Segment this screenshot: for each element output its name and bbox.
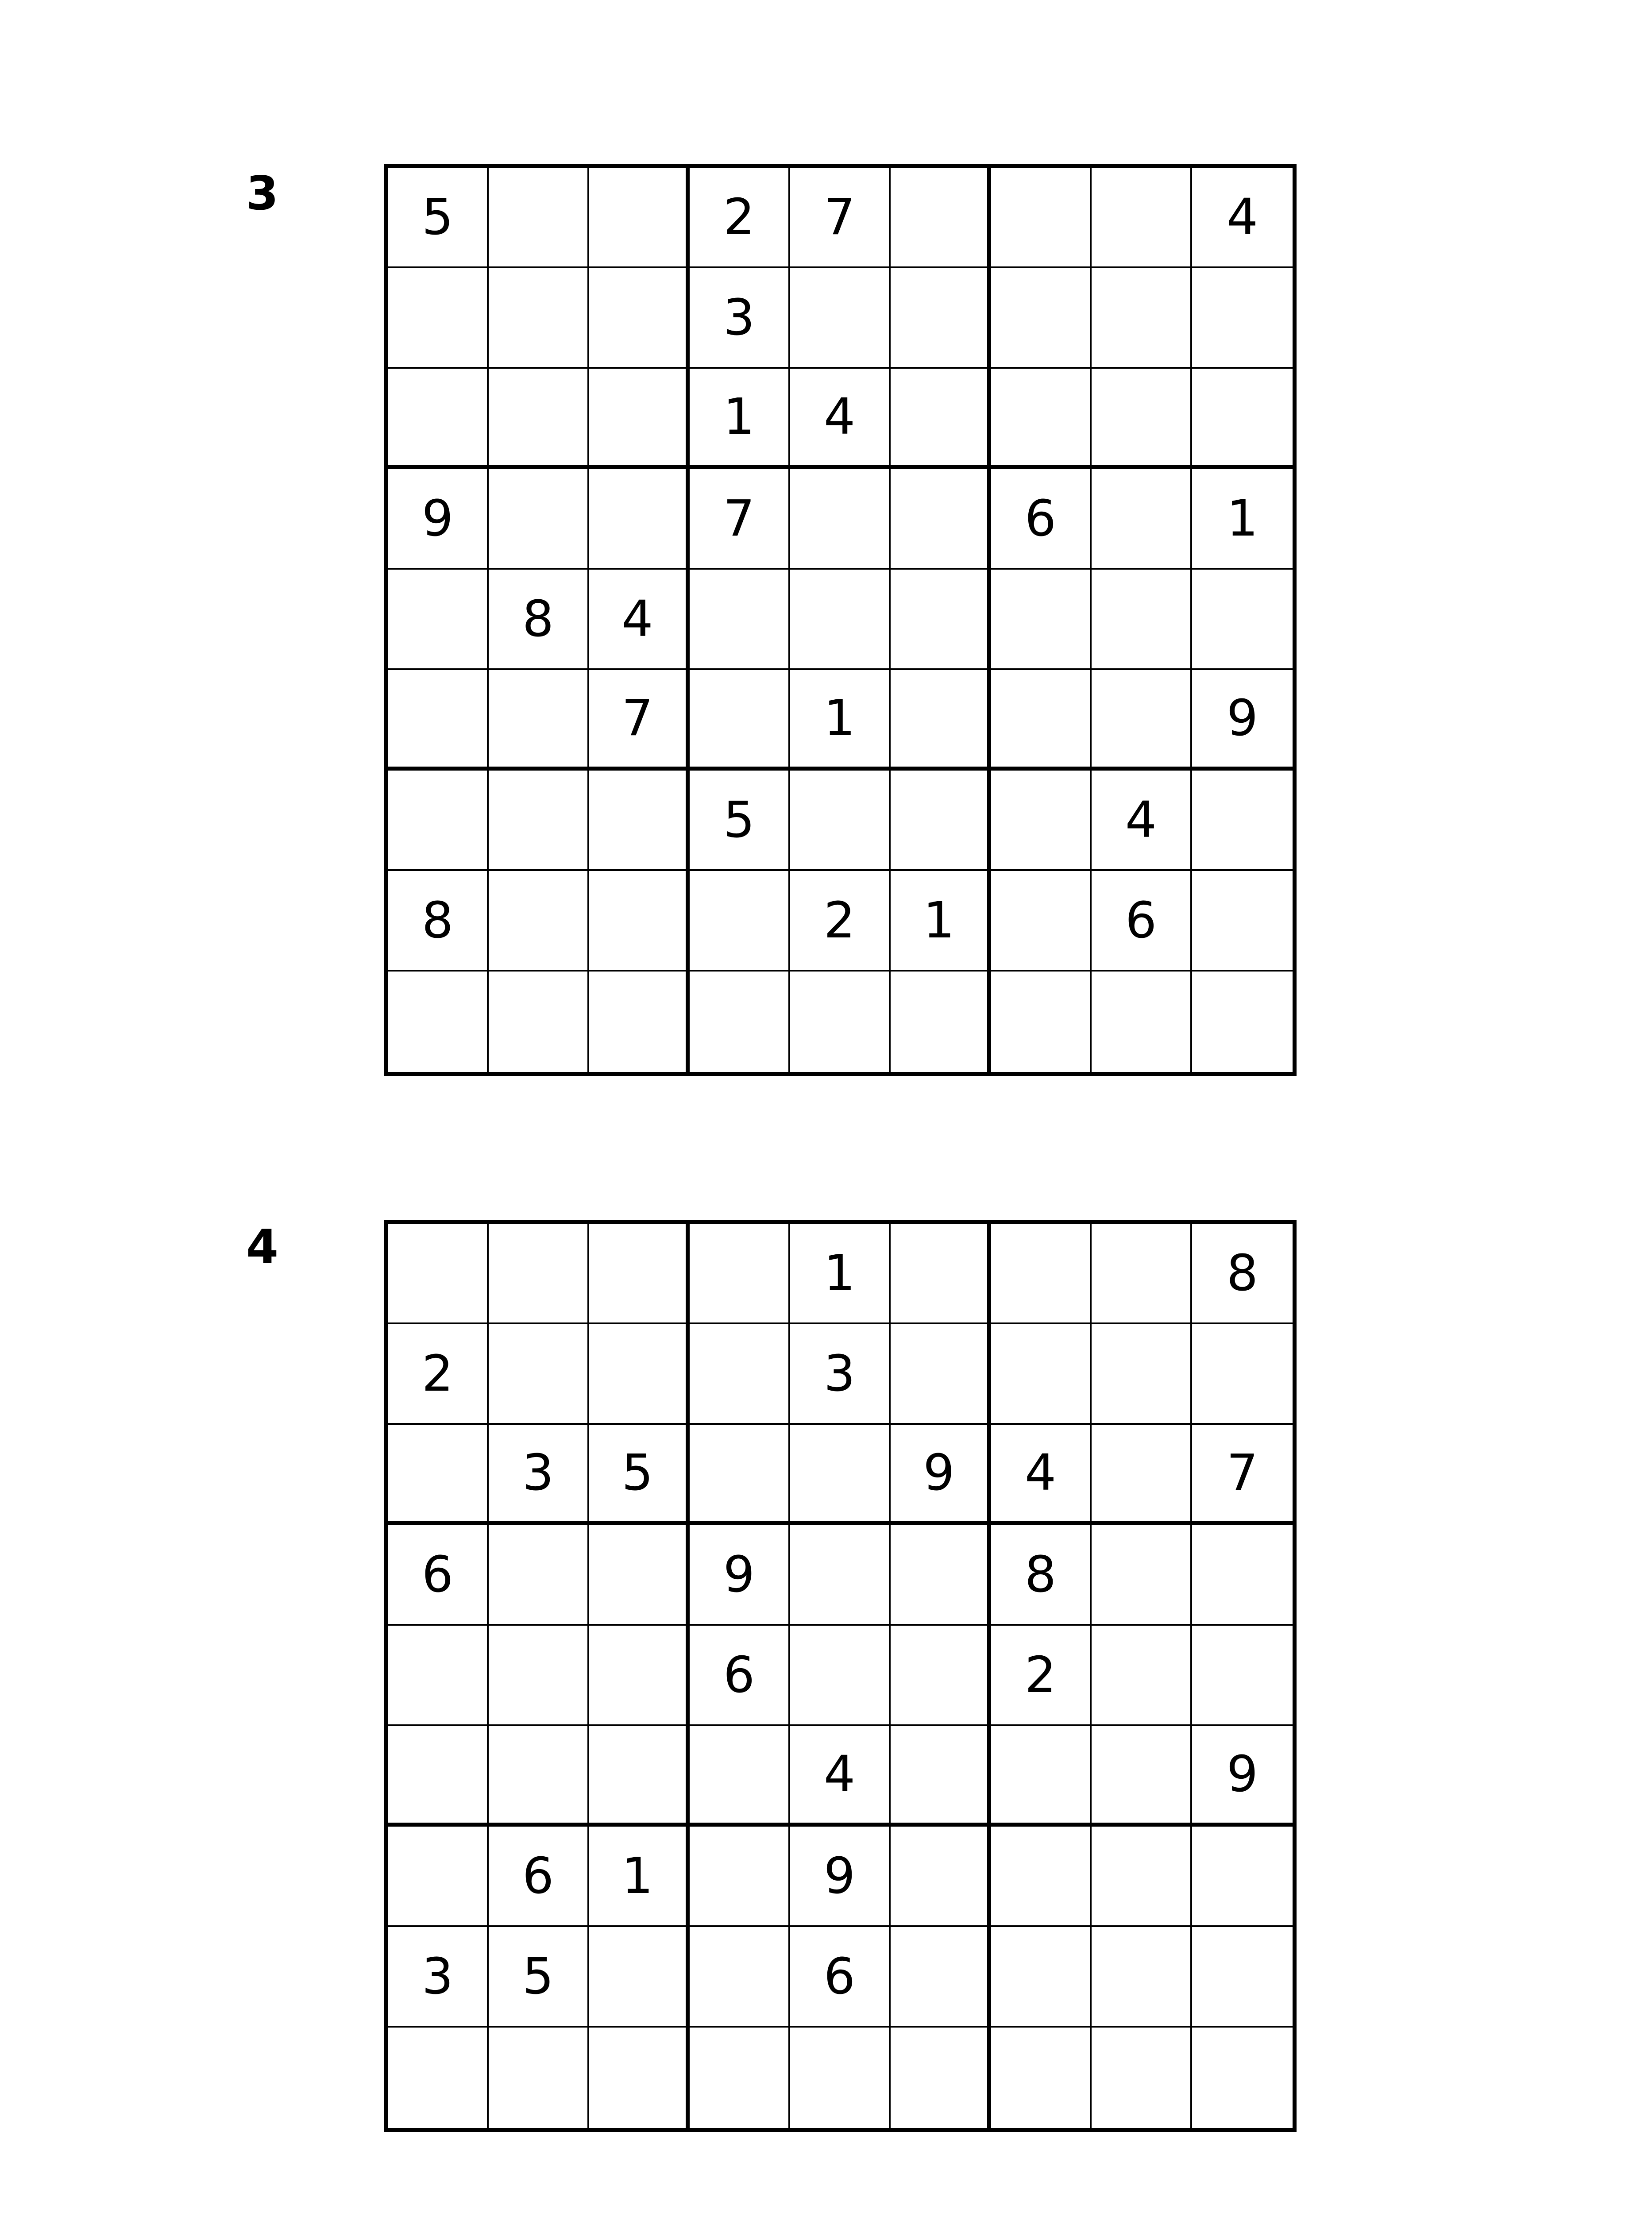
sudoku-cell[interactable]: 1 (891, 871, 991, 972)
sudoku-cell[interactable] (489, 771, 589, 871)
sudoku-cell[interactable]: 5 (589, 1425, 690, 1525)
sudoku-cell[interactable] (1092, 1626, 1192, 1726)
sudoku-cell[interactable] (891, 2028, 991, 2128)
sudoku-cell[interactable] (1092, 1726, 1192, 1827)
sudoku-grid-3 (384, 164, 1297, 1076)
sudoku-cell[interactable] (1192, 570, 1293, 670)
sudoku-cell[interactable]: 3 (690, 268, 790, 369)
sudoku-cell[interactable] (489, 871, 589, 972)
sudoku-cell[interactable]: 9 (891, 1425, 991, 1525)
sudoku-cell[interactable] (891, 1525, 991, 1626)
sudoku-cell[interactable] (1192, 1525, 1293, 1626)
sudoku-cell[interactable]: 5 (489, 1927, 589, 2028)
sudoku-cell[interactable]: 1 (790, 670, 891, 771)
puzzle-number-3: 3 (246, 166, 279, 220)
sudoku-cell[interactable] (790, 972, 891, 1072)
sudoku-cell[interactable] (1092, 670, 1192, 771)
sudoku-cell[interactable] (1192, 972, 1293, 1072)
sudoku-cell[interactable] (690, 570, 790, 670)
sudoku-cell[interactable] (388, 1425, 489, 1525)
sudoku-cell[interactable] (1092, 1425, 1192, 1525)
sudoku-cell[interactable] (790, 469, 891, 570)
sudoku-cell[interactable]: 5 (690, 771, 790, 871)
sudoku-cell[interactable] (891, 1626, 991, 1726)
sudoku-grid-4 (384, 1220, 1297, 2132)
sudoku-cell[interactable] (790, 771, 891, 871)
sudoku-cell[interactable]: 9 (388, 469, 489, 570)
sudoku-cell[interactable] (991, 871, 1092, 972)
sudoku-cell[interactable]: 7 (690, 469, 790, 570)
sudoku-cell[interactable] (589, 972, 690, 1072)
sudoku-cell[interactable] (388, 2028, 489, 2128)
sudoku-cell[interactable] (891, 1726, 991, 1827)
sudoku-cell[interactable] (1092, 570, 1192, 670)
sudoku-cell[interactable]: 9 (690, 1525, 790, 1626)
sudoku-cell[interactable] (1192, 1827, 1293, 1927)
sudoku-cell[interactable] (388, 771, 489, 871)
sudoku-cell[interactable] (991, 268, 1092, 369)
sudoku-cell[interactable]: 4 (1192, 168, 1293, 268)
sudoku-cell[interactable] (589, 1224, 690, 1324)
sudoku-cell[interactable] (388, 1827, 489, 1927)
sudoku-cell[interactable] (489, 1726, 589, 1827)
sudoku-cell[interactable] (891, 1224, 991, 1324)
sudoku-cell[interactable]: 7 (790, 168, 891, 268)
sudoku-cell[interactable] (589, 1726, 690, 1827)
sudoku-cell[interactable] (489, 1626, 589, 1726)
sudoku-cell[interactable]: 9 (790, 1827, 891, 1927)
sudoku-cell[interactable]: 2 (790, 871, 891, 972)
sudoku-cell[interactable] (388, 570, 489, 670)
sudoku-cell[interactable]: 2 (388, 1324, 489, 1425)
sudoku-cell[interactable]: 9 (1192, 1726, 1293, 1827)
sudoku-cell[interactable] (388, 1626, 489, 1726)
sudoku-cell[interactable] (388, 1224, 489, 1324)
sudoku-cell[interactable] (589, 268, 690, 369)
sudoku-cell[interactable]: 6 (489, 1827, 589, 1927)
sudoku-cell[interactable]: 9 (1192, 670, 1293, 771)
sudoku-cell[interactable]: 3 (790, 1324, 891, 1425)
sudoku-cell[interactable] (690, 1827, 790, 1927)
sudoku-cell[interactable]: 8 (991, 1525, 1092, 1626)
sudoku-cell[interactable] (589, 1324, 690, 1425)
sudoku-cell[interactable] (891, 570, 991, 670)
sudoku-cell[interactable] (589, 168, 690, 268)
sudoku-cell[interactable] (1192, 871, 1293, 972)
sudoku-cell[interactable]: 6 (790, 1927, 891, 2028)
sudoku-cell[interactable]: 4 (589, 570, 690, 670)
sudoku-cell[interactable] (991, 1927, 1092, 2028)
sudoku-cell[interactable] (690, 1324, 790, 1425)
sudoku-cell[interactable] (489, 972, 589, 1072)
sudoku-cell[interactable]: 6 (1092, 871, 1192, 972)
sudoku-cell[interactable] (690, 972, 790, 1072)
sudoku-cell[interactable] (991, 670, 1092, 771)
sudoku-cell[interactable]: 7 (589, 670, 690, 771)
sudoku-cell[interactable] (991, 771, 1092, 871)
sudoku-cell[interactable]: 3 (489, 1425, 589, 1525)
sudoku-cell[interactable] (1192, 369, 1293, 469)
sudoku-cell[interactable] (388, 369, 489, 469)
sudoku-cell[interactable] (891, 1324, 991, 1425)
sudoku-cell[interactable] (388, 268, 489, 369)
sudoku-cell[interactable]: 4 (991, 1425, 1092, 1525)
sudoku-cell[interactable] (1092, 1324, 1192, 1425)
sudoku-cell[interactable] (891, 268, 991, 369)
sudoku-cell[interactable] (891, 1927, 991, 2028)
sudoku-cell[interactable] (489, 469, 589, 570)
sudoku-cell[interactable] (489, 1324, 589, 1425)
sudoku-cell[interactable]: 5 (388, 168, 489, 268)
sudoku-cell[interactable] (1092, 1224, 1192, 1324)
sudoku-cell[interactable]: 8 (489, 570, 589, 670)
sudoku-cell[interactable] (991, 1726, 1092, 1827)
sudoku-cell[interactable]: 1 (1192, 469, 1293, 570)
sudoku-cell[interactable]: 2 (991, 1626, 1092, 1726)
sudoku-cell[interactable] (790, 268, 891, 369)
sudoku-cell[interactable] (690, 2028, 790, 2128)
sudoku-cell[interactable] (1092, 2028, 1192, 2128)
sudoku-cell[interactable]: 1 (790, 1224, 891, 1324)
sudoku-cell[interactable] (1192, 1927, 1293, 2028)
sudoku-cell[interactable] (790, 570, 891, 670)
sudoku-cell[interactable] (991, 2028, 1092, 2128)
sudoku-cell[interactable] (1092, 972, 1192, 1072)
sudoku-cell[interactable] (991, 1324, 1092, 1425)
sudoku-cell[interactable] (1092, 1927, 1192, 2028)
sudoku-cell[interactable] (388, 1726, 489, 1827)
sudoku-cell[interactable]: 2 (690, 168, 790, 268)
sudoku-cell[interactable] (790, 1525, 891, 1626)
sudoku-cell[interactable] (489, 168, 589, 268)
sudoku-cell[interactable] (489, 268, 589, 369)
sudoku-cell[interactable] (891, 771, 991, 871)
sudoku-cell[interactable] (891, 1827, 991, 1927)
sudoku-cell[interactable] (891, 168, 991, 268)
sudoku-cell[interactable] (991, 972, 1092, 1072)
sudoku-cell[interactable] (589, 1626, 690, 1726)
sudoku-cell[interactable] (1092, 469, 1192, 570)
sudoku-cell[interactable] (991, 369, 1092, 469)
sudoku-cell[interactable] (589, 369, 690, 469)
sudoku-cell[interactable]: 1 (589, 1827, 690, 1927)
sudoku-cell[interactable] (1192, 771, 1293, 871)
sudoku-cell[interactable] (489, 369, 589, 469)
sudoku-cell[interactable] (1192, 268, 1293, 369)
sudoku-cell[interactable]: 1 (690, 369, 790, 469)
sudoku-cell[interactable] (589, 771, 690, 871)
sudoku-cell[interactable] (1092, 1525, 1192, 1626)
sudoku-cell[interactable] (991, 168, 1092, 268)
sudoku-cell[interactable] (891, 670, 991, 771)
sudoku-cell[interactable]: 8 (388, 871, 489, 972)
sudoku-cell[interactable] (790, 1626, 891, 1726)
sudoku-cell[interactable] (991, 1827, 1092, 1927)
sudoku-cell[interactable] (790, 1425, 891, 1525)
sudoku-cell[interactable] (790, 2028, 891, 2128)
sudoku-cell[interactable] (690, 1224, 790, 1324)
sudoku-cell[interactable] (489, 2028, 589, 2128)
sudoku-cell[interactable] (991, 1224, 1092, 1324)
sudoku-cell[interactable]: 6 (388, 1525, 489, 1626)
sudoku-cell[interactable] (1092, 268, 1192, 369)
sudoku-cell[interactable] (690, 1425, 790, 1525)
sudoku-cell[interactable] (1092, 369, 1192, 469)
sudoku-cell[interactable]: 3 (388, 1927, 489, 2028)
sudoku-cell[interactable]: 4 (1092, 771, 1192, 871)
sudoku-cell[interactable] (1092, 1827, 1192, 1927)
sudoku-cell[interactable] (388, 972, 489, 1072)
sudoku-cell[interactable] (489, 670, 589, 771)
sudoku-cell[interactable] (388, 670, 489, 771)
sudoku-cell[interactable] (690, 1726, 790, 1827)
sudoku-cell[interactable]: 8 (1192, 1224, 1293, 1324)
sudoku-cell[interactable] (1192, 2028, 1293, 2128)
sudoku-cell[interactable] (891, 972, 991, 1072)
sudoku-cell[interactable] (589, 1525, 690, 1626)
sudoku-cell[interactable]: 6 (690, 1626, 790, 1726)
sudoku-cell[interactable] (891, 469, 991, 570)
sudoku-cell[interactable] (991, 570, 1092, 670)
sudoku-cell[interactable]: 4 (790, 369, 891, 469)
sudoku-cell[interactable] (891, 369, 991, 469)
sudoku-cell[interactable] (489, 1525, 589, 1626)
sudoku-cell[interactable]: 7 (1192, 1425, 1293, 1525)
sudoku-cell[interactable] (1192, 1324, 1293, 1425)
sudoku-cell[interactable] (1092, 168, 1192, 268)
sudoku-cell[interactable]: 4 (790, 1726, 891, 1827)
sudoku-cell[interactable] (1192, 1626, 1293, 1726)
sudoku-cell[interactable] (589, 871, 690, 972)
sudoku-cell[interactable]: 6 (991, 469, 1092, 570)
sudoku-cell[interactable] (589, 1927, 690, 2028)
sudoku-cell[interactable] (489, 1224, 589, 1324)
puzzle-number-4: 4 (246, 1220, 279, 1274)
sudoku-cell[interactable] (690, 1927, 790, 2028)
sudoku-cell[interactable] (690, 670, 790, 771)
sudoku-cell[interactable] (589, 2028, 690, 2128)
sudoku-cell[interactable] (690, 871, 790, 972)
sudoku-cell[interactable] (589, 469, 690, 570)
